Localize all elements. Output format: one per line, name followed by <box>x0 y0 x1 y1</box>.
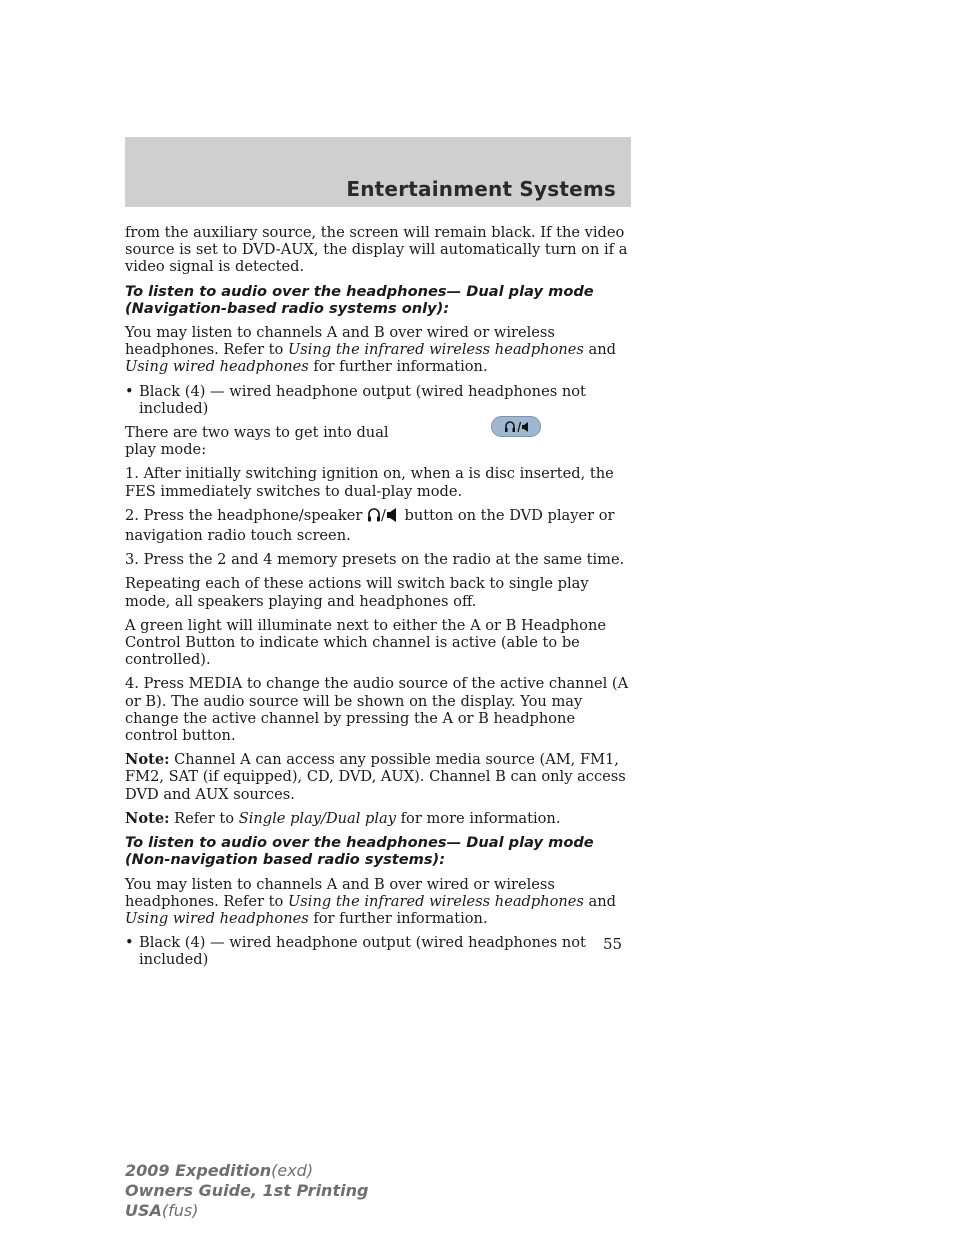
note-label: Note: <box>125 751 170 769</box>
paragraph: Repeating each of these actions will switch back to single play mode, all speakers playing and headphones off. <box>125 575 589 610</box>
page-content <box>125 224 631 976</box>
subheading: To listen to audio over the headphones— Dual play mode (Non-navigation based radio systems): <box>125 834 594 869</box>
cross-reference: Using wired headphones <box>125 909 309 927</box>
bullet-item: • Black (4) — wired headphone output (wired headphones not included) <box>125 934 586 969</box>
headphone-icon <box>367 507 381 527</box>
paragraph: 1. After initially switching ignition on, when a is disc inserted, the FES immediately switches to dual-play mode. <box>125 465 614 500</box>
paragraph: A green light will illuminate next to either the A or B Headphone Control Button to indicate which channel is active (able to be controlled). <box>125 616 606 669</box>
headphone-speaker-button-icon <box>491 416 541 437</box>
cross-reference: Single play/Dual play <box>238 809 397 827</box>
subheading: To listen to audio over the headphones— Dual play mode (Navigation-based radio systems only): <box>125 282 594 317</box>
cross-reference: Using wired headphones <box>125 358 309 376</box>
note-label: Note: <box>125 809 170 827</box>
document-footer <box>125 1161 368 1221</box>
paragraph: 2. Press the headphone/speaker / button on the DVD player or navigation radio touch screen. <box>125 506 615 545</box>
cross-reference: Using the infrared wireless headphones <box>287 341 584 359</box>
note: Note: Channel A can access any possible media source (AM, FM1, FM2, SAT (if equipped), CD, DVD, AUX). Channel B can only access DVD and AUX sources. <box>125 751 626 803</box>
paragraph: from the auxiliary source, the screen will remain black. If the video source is set to DVD-AUX, the display will automatically turn on if a video signal is detected. <box>125 224 628 276</box>
footer-line: Owners Guide, 1st Printing <box>125 1181 369 1200</box>
page-number: 55 <box>603 935 623 953</box>
footer-line: USA(fus) <box>125 1201 199 1220</box>
cross-reference: Using the infrared wireless headphones <box>287 892 584 910</box>
paragraph: There are two ways to get into dual play mode: <box>125 424 389 459</box>
speaker-icon <box>386 507 400 527</box>
section-title: Entertainment Systems <box>346 177 616 201</box>
paragraph: 4. Press MEDIA to change the audio source of the active channel (A or B). The audio source will be shown on the display. You may change the active channel by pressing the A or B headphone control button. <box>125 675 629 745</box>
paragraph: 3. Press the 2 and 4 memory presets on the radio at the same time. <box>125 551 625 569</box>
section-header-band <box>125 137 631 207</box>
paragraph: You may listen to channels A and B over wired or wireless headphones. Refer to Using the infrared wireless headphones and Using wired headphones for further information. <box>125 875 617 927</box>
footer-line: 2009 Expedition(exd) <box>125 1161 314 1180</box>
note: Note: Refer to Single play/Dual play for more information. <box>125 809 561 827</box>
bullet-symbol: • <box>125 382 134 400</box>
paragraph: You may listen to channels A and B over wired or wireless headphones. Refer to Using the infrared wireless headphones and Using wired headphones for further information. <box>125 324 617 376</box>
bullet-item: • Black (4) — wired headphone output (wired headphones not included) <box>125 382 586 417</box>
bullet-symbol: • <box>125 934 134 952</box>
